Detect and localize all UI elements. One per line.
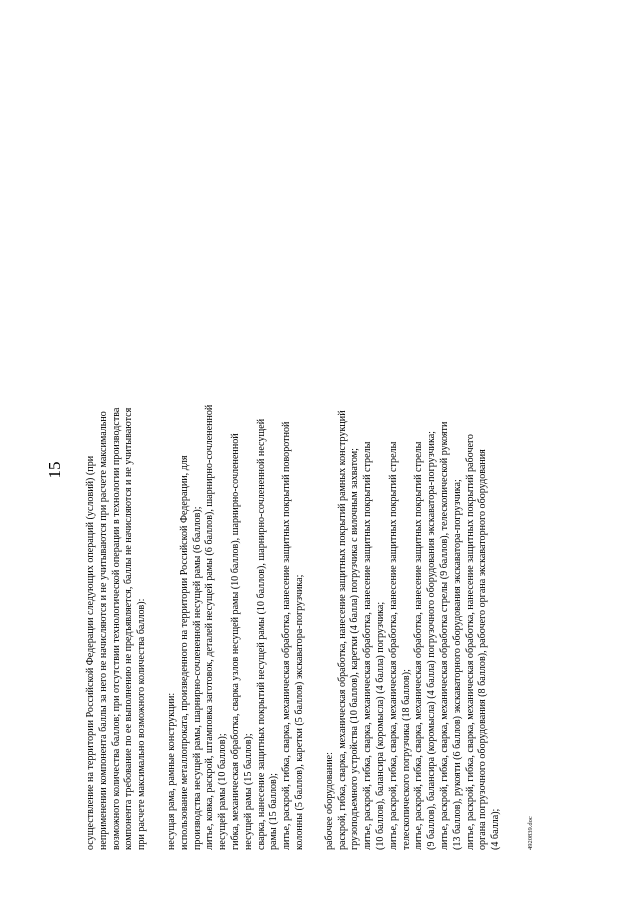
text-line: телескопического погрузчика (18 баллов); [400, 669, 412, 850]
text-line: (10 баллов), балансира (коромысла) (4 балла) погрузчика; [374, 601, 386, 850]
text-line: производства несущей рамы, шарнирно-сочлененной несущей рамы (6 баллов); [191, 506, 203, 850]
text-line: колонны (5 баллов), каретки (5 баллов) экскаватора-погрузчика; [293, 574, 305, 850]
text-line: возможного количества баллов; при отсутствии технологической операции в технологии производства [110, 407, 122, 850]
page-number: 15 [45, 461, 64, 479]
text-line: литье, раскрой, гибка, сварка, механическая обработка, нанесение защитных покрытий стрелы [387, 441, 399, 850]
paragraph [85, 80, 149, 850]
text-line: литье, ковка, раскрой, штамповка заготовок, деталей несущей рамы (6 баллов), шарнирно-сочлененной [204, 404, 216, 850]
paragraph [324, 80, 503, 850]
text-line: (4 балла); [490, 808, 502, 850]
rotated-content [45, 30, 545, 850]
text-line: (13 баллов), рукояти (6 баллов) экскаваторного оборудования экскаватора-погрузчика; [451, 479, 463, 850]
text-line: литье, раскрой, гибка, сварка, механическая обработка, нанесение защитных покрытий рабочего [464, 434, 476, 850]
text-line: (9 баллов), балансира (коромысла) (4 балла) погрузочного оборудования экскаватора-погрузчика; [426, 431, 438, 850]
text-line: литье, раскрой, гибка, сварка, механическая обработка стрелы (9 баллов), телескопической рукояти [438, 421, 450, 850]
text-line: рабочее оборудование: [323, 752, 335, 850]
text-line: несущей рамы (10 баллов); [217, 733, 229, 850]
text-line: гибка, механическая обработка, сварка узлов несущей рамы (10 баллов), шарнирно-сочлененной [229, 433, 241, 850]
text-line: несущая рама, рамные конструкции: [165, 692, 177, 850]
paragraph [166, 80, 307, 850]
text-line: компонента требование по ее выполнению не предъявляется, баллы не начисляются и не учитываются [123, 407, 135, 850]
body-text [85, 80, 520, 850]
text-line: сварка, нанесение защитных покрытий несущей рамы (10 баллов), шарнирно-сочлененной несущей [255, 418, 267, 850]
text-line: литье, раскрой, гибка, сварка, механическая обработка, нанесение защитных покрытий стрелы [413, 441, 425, 850]
text-line: неприменении компонента баллы за него не начисляются и не учитываются при расчете максимально [97, 411, 109, 850]
text-line: литье, раскрой, гибка, сварка, механическая обработка, нанесение защитных покрытий стрелы [362, 441, 374, 850]
footer-filename: 4920839.doc [527, 816, 534, 850]
text-line: органа погрузочного оборудования (8 баллов), рабочего органа экскаваторного оборудования [477, 449, 489, 850]
text-line: грузоподъемного устройства (10 баллов), каретки (4 балла) погрузчика с вилочным захватом; [349, 448, 361, 850]
text-line: использование металлопроката, произведенного на территории Российской Федерации, для [178, 455, 190, 850]
text-line: осуществление на территории Российской Федерации следующих операций (условий) (при [85, 455, 96, 850]
text-line: несущей рамы (15 баллов); [242, 733, 254, 850]
text-line: литье, раскрой, гибка, сварка, механическая обработка, нанесение защитных покрытий поворотной [281, 421, 293, 850]
text-line: при расчете максимально возможного количества баллов): [136, 598, 148, 850]
text-line: рамы (15 баллов); [268, 773, 280, 850]
text-line: раскрой, гибка, сварка, механическая обработка, нанесение защитных покрытий рамных конструкций [336, 410, 348, 850]
